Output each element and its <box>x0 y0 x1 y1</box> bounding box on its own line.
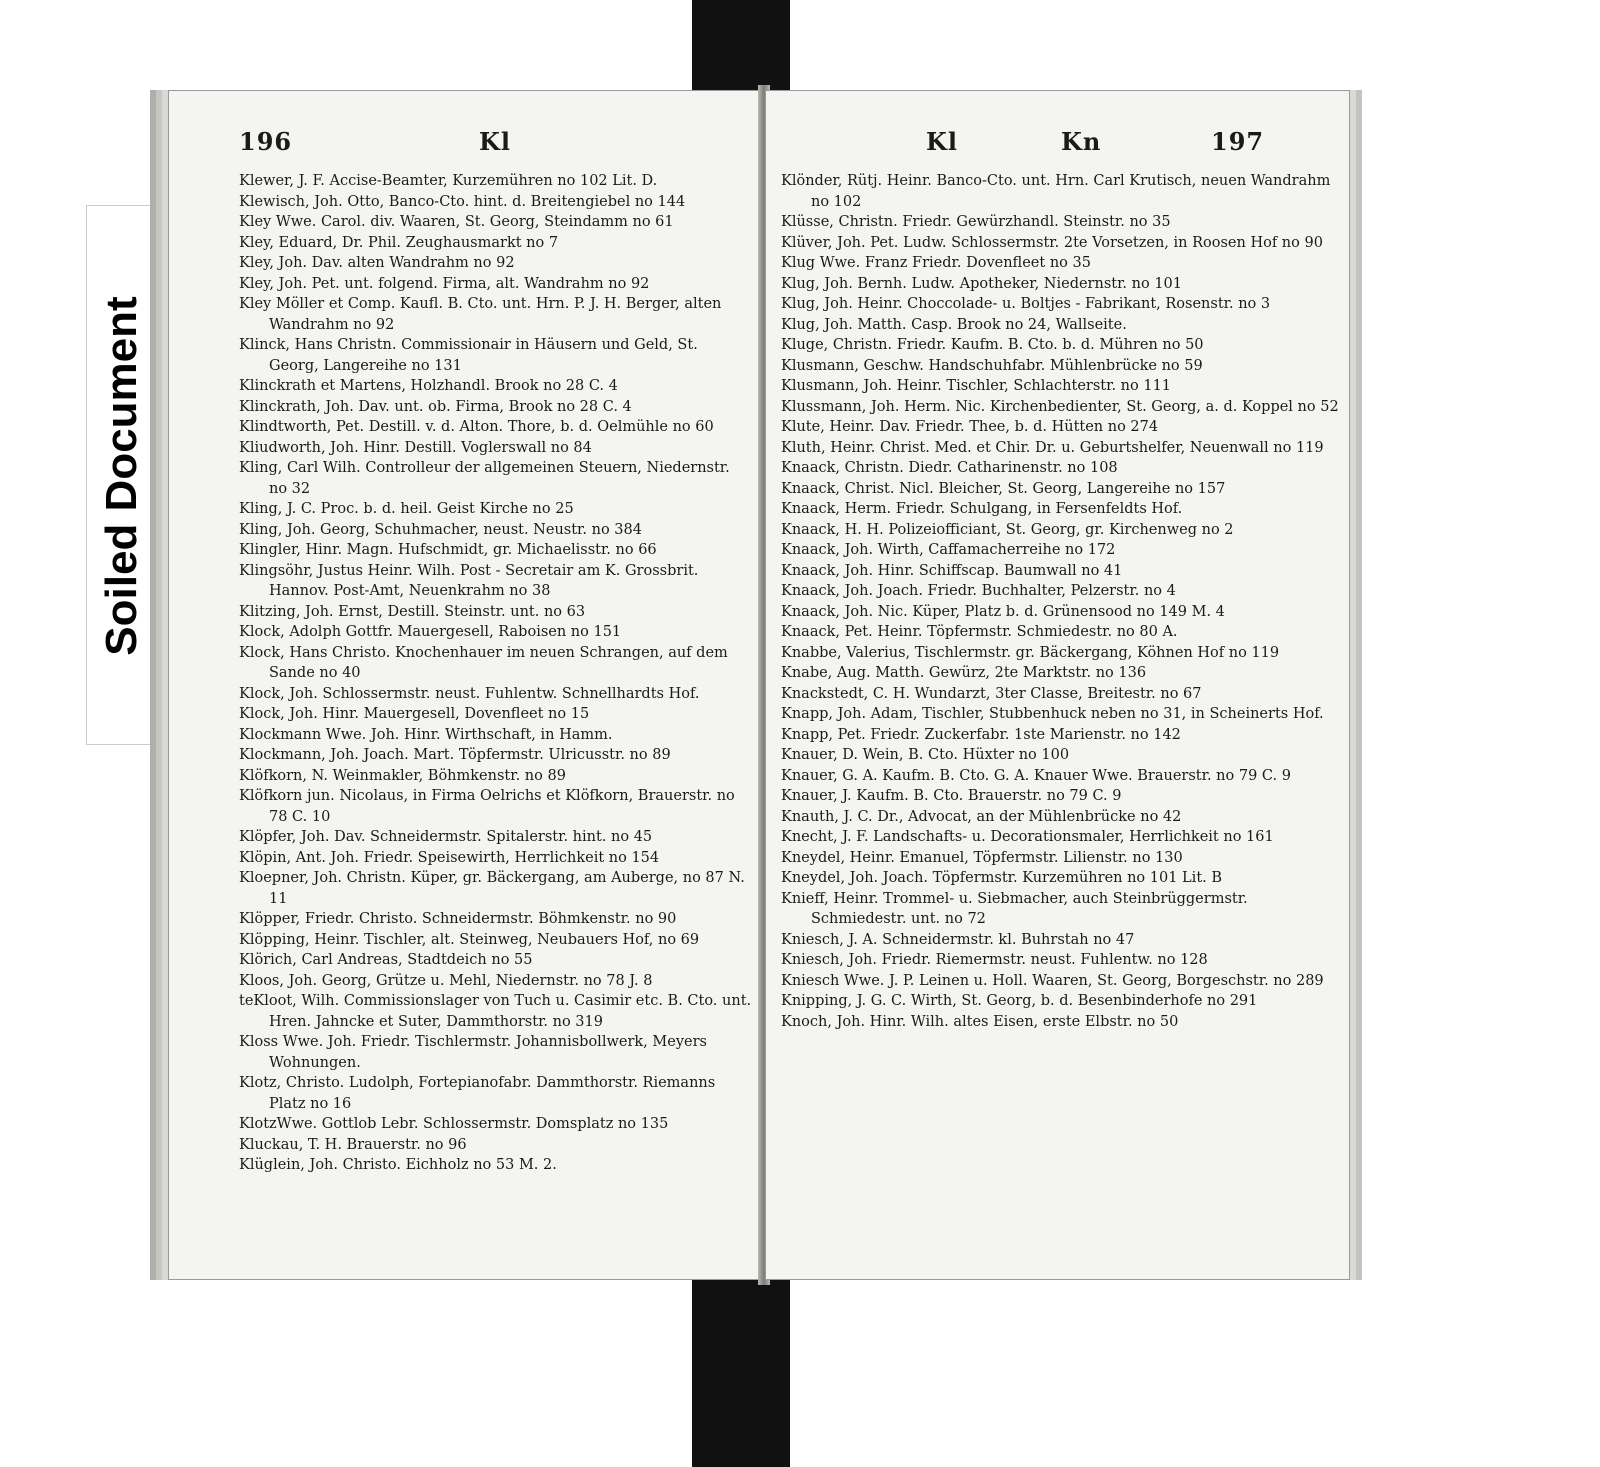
directory-entry: Klönder, Rütj. Heinr. Banco-Cto. unt. Hrn. Carl Krutisch, neuen Wandrahm no 102 <box>781 173 1331 210</box>
right-page-running-head-right: Kn <box>1061 127 1102 156</box>
left-page <box>168 90 763 1280</box>
directory-entry: Klöpfer, Joh. Dav. Schneidermstr. Spitalerstr. hint. no 45 <box>239 829 653 845</box>
directory-entry: Klock, Hans Christo. Knochenhauer im neuen Schrangen, auf dem Sande no 40 <box>239 644 728 681</box>
directory-entry: Klussmann, Joh. Herm. Nic. Kirchenbedienter, St. Georg, a. d. Koppel no 52 <box>781 398 1339 415</box>
left-page-header <box>169 127 762 167</box>
left-page-number: 196 <box>239 127 293 156</box>
directory-entry: Knauer, G. A. Kaufm. B. Cto. G. A. Knauer Wwe. Brauerstr. no 79 C. 9 <box>781 767 1291 784</box>
directory-entry: Kley, Joh. Pet. unt. folgend. Firma, alt. Wandrahm no 92 <box>239 275 650 292</box>
directory-entry: Knecht, J. F. Landschafts- u. Decorationsmaler, Herrlichkeit no 161 <box>781 829 1274 845</box>
directory-entry: Kling, Joh. Georg, Schuhmacher, neust. Neustr. no 384 <box>239 521 642 538</box>
directory-entry: Klute, Heinr. Dav. Friedr. Thee, b. d. Hütten no 274 <box>781 419 1159 435</box>
directory-entry: Knaack, Joh. Hinr. Schiffscap. Baumwall no 41 <box>781 562 1123 579</box>
directory-entry: Kneydel, Joh. Joach. Töpfermstr. Kurzemühren no 101 Lit. B <box>781 870 1223 886</box>
directory-entry: Knipping, J. G. C. Wirth, St. Georg, b. d. Besenbinderhofe no 291 <box>781 993 1258 1009</box>
directory-entry: Klug Wwe. Franz Friedr. Dovenfleet no 35 <box>781 255 1091 271</box>
directory-entry: Klusmann, Geschw. Handschuhfabr. Mühlenbrücke no 59 <box>781 357 1203 374</box>
right-entry-list <box>781 171 1339 1032</box>
right-page-running-head-left: Kl <box>926 127 958 156</box>
directory-entry: Klingler, Hinr. Magn. Hufschmidt, gr. Michaelisstr. no 66 <box>239 542 657 558</box>
directory-entry: Knoch, Joh. Hinr. Wilh. altes Eisen, erste Elbstr. no 50 <box>781 1013 1179 1030</box>
directory-entry: Kley, Joh. Dav. alten Wandrahm no 92 <box>239 255 515 271</box>
directory-entry: Klockmann, Joh. Joach. Mart. Töpfermstr. Ulricusstr. no 89 <box>239 747 671 763</box>
directory-entry: Knaack, H. H. Polizeiofficiant, St. Georg, gr. Kirchenweg no 2 <box>781 521 1234 538</box>
directory-entry: Klewisch, Joh. Otto, Banco-Cto. hint. d. Breitengiebel no 144 <box>239 193 686 210</box>
directory-entry: Kluckau, T. H. Brauerstr. no 96 <box>239 1136 467 1153</box>
directory-entry: Klitzing, Joh. Ernst, Destill. Steinstr. unt. no 63 <box>239 603 586 620</box>
directory-entry: Klinckrath et Martens, Holzhandl. Brook no 28 C. 4 <box>239 378 618 394</box>
directory-entry: Klug, Joh. Heinr. Choccolade- u. Boltjes - Fabrikant, Rosenstr. no 3 <box>781 296 1271 312</box>
directory-entry: Kley Möller et Comp. Kaufl. B. Cto. unt. Hrn. P. J. H. Berger, alten Wandrahm no 92 <box>239 296 722 333</box>
directory-entry: KlotzWwe. Gottlob Lebr. Schlossermstr. Domsplatz no 135 <box>239 1116 669 1132</box>
directory-entry: Knauth, J. C. Dr., Advocat, an der Mühlenbrücke no 42 <box>781 808 1182 825</box>
directory-entry: Klewer, J. F. Accise-Beamter, Kurzemühren no 102 Lit. D. <box>239 173 658 189</box>
binding-strap-bottom <box>692 1265 790 1467</box>
right-page-header <box>766 127 1349 167</box>
directory-entry: Kniesch, J. A. Schneidermstr. kl. Buhrstah no 47 <box>781 931 1135 948</box>
directory-entry: Knaack, Joh. Nic. Küper, Platz b. d. Grünensood no 149 M. 4 <box>781 603 1225 620</box>
directory-entry: Klüver, Joh. Pet. Ludw. Schlossermstr. 2te Vorsetzen, in Roosen Hof no 90 <box>781 234 1323 251</box>
right-page-number: 197 <box>1211 127 1265 156</box>
directory-entry: Klock, Adolph Gottfr. Mauergesell, Raboisen no 151 <box>239 624 622 640</box>
soiled-document-label <box>86 205 156 745</box>
soiled-document-text: Soiled Document <box>97 296 146 656</box>
directory-entry: Kloos, Joh. Georg, Grütze u. Mehl, Niedernstr. no 78 J. 8 <box>239 972 653 989</box>
directory-entry: Kloepner, Joh. Christn. Küper, gr. Bäckergang, am Auberge, no 87 N. 11 <box>239 870 745 907</box>
directory-entry: Kluth, Heinr. Christ. Med. et Chir. Dr. u. Geburtshelfer, Neuenwall no 119 <box>781 439 1324 456</box>
directory-entry: Klockmann Wwe. Joh. Hinr. Wirthschaft, in Hamm. <box>239 726 613 743</box>
directory-entry: Knaack, Joh. Wirth, Caffamacherreihe no 172 <box>781 542 1116 558</box>
directory-entry: Knaack, Joh. Joach. Friedr. Buchhalter, Pelzerstr. no 4 <box>781 583 1176 599</box>
directory-entry: Klock, Joh. Schlossermstr. neust. Fuhlentw. Schnellhardts Hof. <box>239 685 700 702</box>
directory-entry: Kling, Carl Wilh. Controlleur der allgemeinen Steuern, Niedernstr. no 32 <box>239 460 730 497</box>
directory-entry: Kniesch Wwe. J. P. Leinen u. Holl. Waaren, St. Georg, Borgeschstr. no 289 <box>781 972 1324 989</box>
directory-entry: Knauer, D. Wein, B. Cto. Hüxter no 100 <box>781 747 1070 763</box>
directory-entry: Klöpping, Heinr. Tischler, alt. Steinweg, Neubauers Hof, no 69 <box>239 931 700 948</box>
directory-entry: Klug, Joh. Bernh. Ludw. Apotheker, Niedernstr. no 101 <box>781 275 1183 292</box>
directory-entry: Klöfkorn jun. Nicolaus, in Firma Oelrichs et Klöfkorn, Brauerstr. no 78 C. 10 <box>239 788 735 825</box>
directory-entry: Kniesch, Joh. Friedr. Riemermstr. neust. Fuhlentw. no 128 <box>781 952 1208 968</box>
directory-entry: teKloot, Wilh. Commissionslager von Tuch u. Casimir etc. B. Cto. unt. Hren. Jahncke et Suter, Dammthorstr. no 319 <box>239 993 752 1030</box>
directory-entry: Kloss Wwe. Joh. Friedr. Tischlermstr. Johannisbollwerk, Meyers Wohnungen. <box>239 1034 707 1071</box>
directory-entry: Klinckrath, Joh. Dav. unt. ob. Firma, Brook no 28 C. 4 <box>239 398 632 415</box>
directory-entry: Klingsöhr, Justus Heinr. Wilh. Post - Secretair am K. Grossbrit. Hannov. Post-Amt, Neuenkrahm no 38 <box>239 562 699 599</box>
directory-entry: Klüglein, Joh. Christo. Eichholz no 53 M. 2. <box>239 1157 557 1173</box>
directory-entry: Kluge, Christn. Friedr. Kaufm. B. Cto. b. d. Mühren no 50 <box>781 337 1204 353</box>
directory-entry: Knapp, Joh. Adam, Tischler, Stubbenhuck neben no 31, in Scheinerts Hof. <box>781 706 1324 722</box>
directory-entry: Knaack, Herm. Friedr. Schulgang, in Fersenfeldts Hof. <box>781 501 1183 517</box>
directory-entry: Knabbe, Valerius, Tischlermstr. gr. Bäckergang, Köhnen Hof no 119 <box>781 644 1280 661</box>
directory-entry: Kling, J. C. Proc. b. d. heil. Geist Kirche no 25 <box>239 501 574 517</box>
directory-entry: Klusmann, Joh. Heinr. Tischler, Schlachterstr. no 111 <box>781 378 1172 394</box>
directory-entry: Klug, Joh. Matth. Casp. Brook no 24, Wallseite. <box>781 316 1127 333</box>
directory-entry: Kley Wwe. Carol. div. Waaren, St. Georg, Steindamm no 61 <box>239 214 674 230</box>
left-entry-list <box>239 171 752 1176</box>
directory-entry: Klöpin, Ant. Joh. Friedr. Speisewirth, Herrlichkeit no 154 <box>239 849 660 866</box>
directory-entry: Knauer, J. Kaufm. B. Cto. Brauerstr. no 79 C. 9 <box>781 788 1122 804</box>
directory-entry: Knaack, Christ. Nicl. Bleicher, St. Georg, Langereihe no 157 <box>781 480 1226 497</box>
directory-entry: Klöpper, Friedr. Christo. Schneidermstr. Böhmkenstr. no 90 <box>239 911 677 927</box>
left-page-running-head: Kl <box>479 127 511 156</box>
right-page <box>765 90 1350 1280</box>
directory-entry: Knieff, Heinr. Trommel- u. Siebmacher, auch Steinbrüggermstr. Schmiedestr. unt. no 72 <box>781 890 1248 927</box>
directory-entry: Klotz, Christo. Ludolph, Fortepianofabr. Dammthorstr. Riemanns Platz no 16 <box>239 1075 716 1112</box>
directory-entry: Knabe, Aug. Matth. Gewürz, 2te Marktstr. no 136 <box>781 665 1147 681</box>
directory-entry: Knaack, Christn. Diedr. Catharinenstr. no 108 <box>781 460 1118 476</box>
directory-entry: Kley, Eduard, Dr. Phil. Zeughausmarkt no 7 <box>239 234 559 251</box>
directory-entry: Knapp, Pet. Friedr. Zuckerfabr. 1ste Marienstr. no 142 <box>781 726 1181 743</box>
directory-entry: Kliudworth, Joh. Hinr. Destill. Voglerswall no 84 <box>239 439 592 456</box>
directory-entry: Klöfkorn, N. Weinmakler, Böhmkenstr. no 89 <box>239 767 566 784</box>
directory-entry: Klörich, Carl Andreas, Stadtdeich no 55 <box>239 952 533 968</box>
directory-entry: Klock, Joh. Hinr. Mauergesell, Dovenfleet no 15 <box>239 706 590 722</box>
directory-entry: Knaack, Pet. Heinr. Töpfermstr. Schmiedestr. no 80 A. <box>781 624 1178 640</box>
open-book <box>150 80 1360 1290</box>
directory-entry: Klüsse, Christn. Friedr. Gewürzhandl. Steinstr. no 35 <box>781 214 1171 230</box>
directory-entry: Kneydel, Heinr. Emanuel, Töpfermstr. Lilienstr. no 130 <box>781 849 1183 866</box>
directory-entry: Knackstedt, C. H. Wundarzt, 3ter Classe, Breitestr. no 67 <box>781 685 1202 702</box>
directory-entry: Klindtworth, Pet. Destill. v. d. Alton. Thore, b. d. Oelmühle no 60 <box>239 419 714 435</box>
directory-entry: Klinck, Hans Christn. Commissionair in Häusern und Geld, St. Georg, Langereihe no 131 <box>239 337 698 374</box>
